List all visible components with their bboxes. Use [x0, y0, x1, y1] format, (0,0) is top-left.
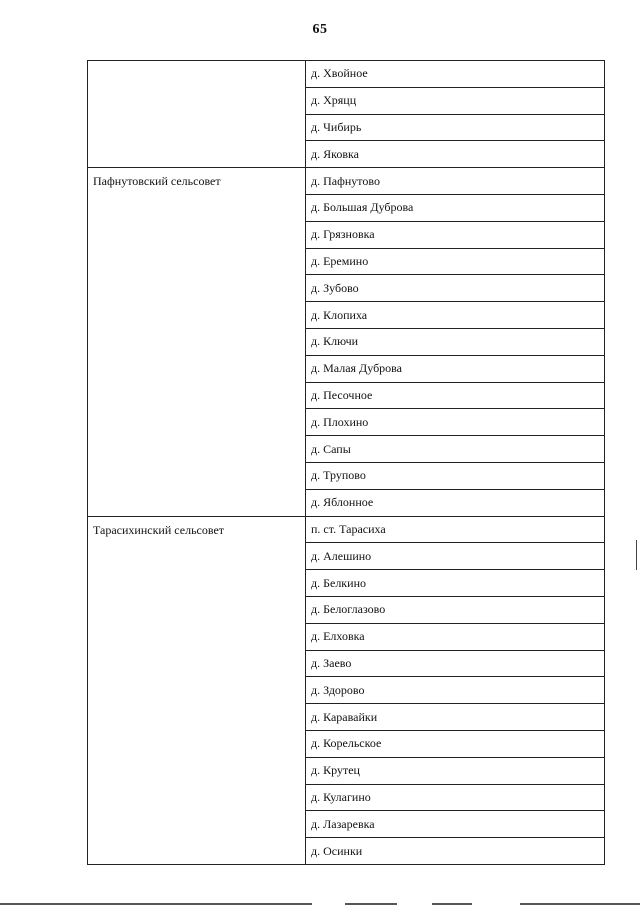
village-name-cell: д. Чибирь	[306, 114, 605, 141]
village-name-cell: д. Зубово	[306, 275, 605, 302]
village-name-cell: д. Осинки	[306, 838, 605, 865]
village-name-cell: д. Хряцц	[306, 87, 605, 114]
village-name-cell: д. Белоглазово	[306, 596, 605, 623]
village-name-cell: д. Крутец	[306, 757, 605, 784]
table-row	[88, 516, 605, 543]
village-name-cell: д. Яковка	[306, 141, 605, 168]
page-number: 65	[312, 22, 328, 37]
table-row	[88, 61, 605, 88]
village-name-cell: д. Алешино	[306, 543, 605, 570]
village-name-cell: д. Песочное	[306, 382, 605, 409]
village-name-cell: д. Еремино	[306, 248, 605, 275]
settlements-table	[87, 60, 605, 865]
scan-edge-mark	[636, 540, 637, 570]
village-name-cell: д. Большая Дуброва	[306, 194, 605, 221]
settlements-table-body	[88, 61, 605, 865]
village-name-cell: д. Заево	[306, 650, 605, 677]
village-name-cell: д. Малая Дуброва	[306, 355, 605, 382]
village-name-cell: д. Корельское	[306, 730, 605, 757]
council-name-cell: Тарасихинский сельсовет	[88, 516, 306, 864]
table-row	[88, 168, 605, 195]
village-name-cell: д. Кулагино	[306, 784, 605, 811]
village-name-cell: д. Ключи	[306, 328, 605, 355]
village-name-cell: д. Каравайки	[306, 704, 605, 731]
village-name-cell: д. Хвойное	[306, 61, 605, 88]
village-name-cell: д. Сапы	[306, 436, 605, 463]
council-name-cell: Пафнутовский сельсовет	[88, 168, 306, 516]
village-name-cell: д. Лазаревка	[306, 811, 605, 838]
village-name-cell: д. Грязновка	[306, 221, 605, 248]
village-name-cell: д. Клопиха	[306, 302, 605, 329]
village-name-cell: д. Трупово	[306, 462, 605, 489]
village-name-cell: д. Пафнутово	[306, 168, 605, 195]
village-name-cell: п. ст. Тарасиха	[306, 516, 605, 543]
village-name-cell: д. Плохино	[306, 409, 605, 436]
village-name-cell: д. Белкино	[306, 570, 605, 597]
village-name-cell: д. Елховка	[306, 623, 605, 650]
village-name-cell: д. Яблонное	[306, 489, 605, 516]
village-name-cell: д. Здорово	[306, 677, 605, 704]
council-name-cell	[88, 61, 306, 168]
